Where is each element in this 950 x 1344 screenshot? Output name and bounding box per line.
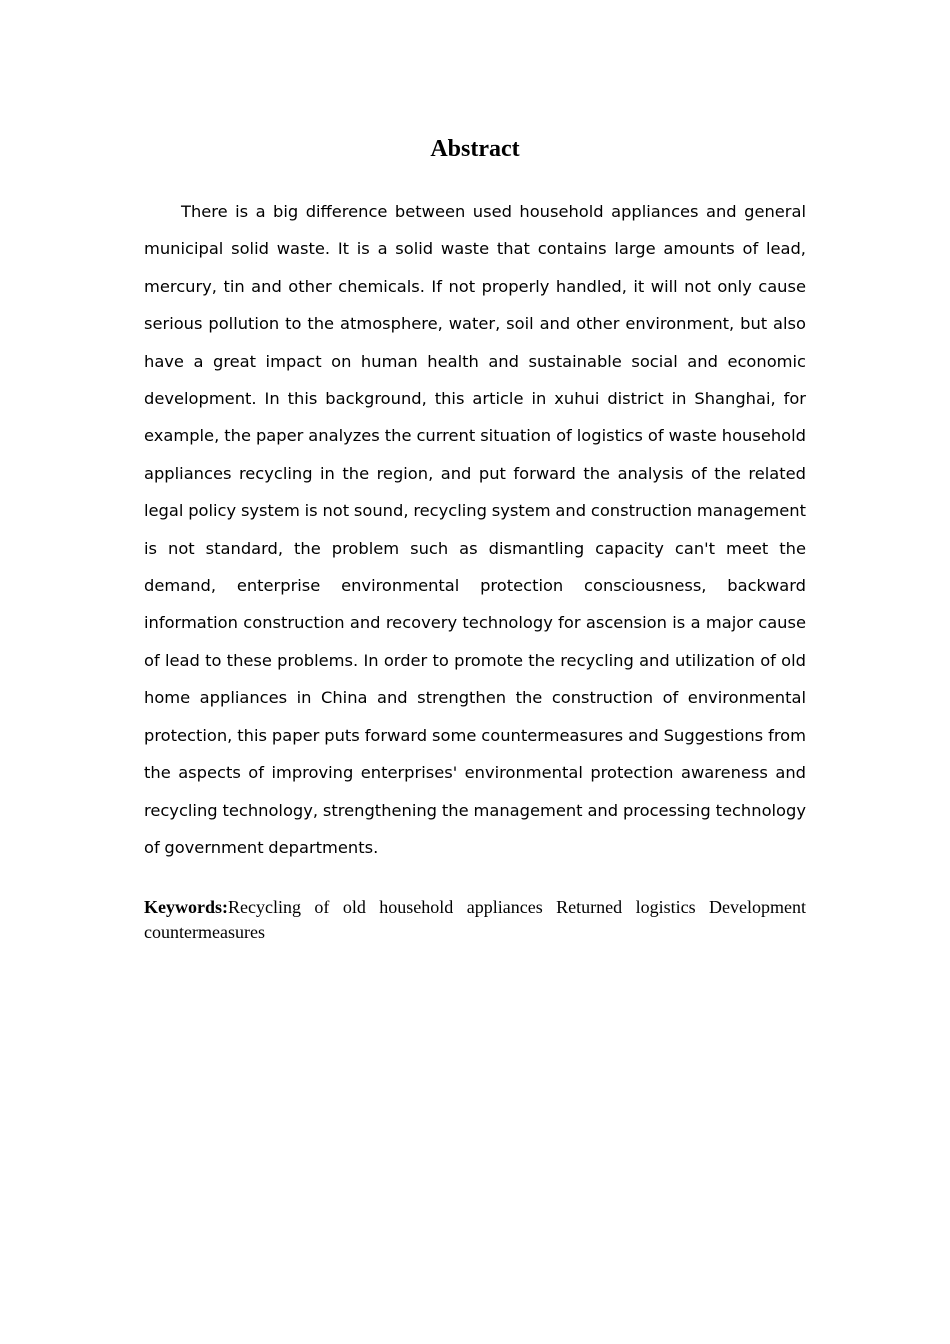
keywords-text: Recycling of old household appliances Returned logistics Development countermeasures [144,897,806,942]
keywords-label: Keywords: [144,897,228,917]
abstract-title: Abstract [430,136,520,162]
keywords-paragraph [144,895,806,945]
abstract-body: There is a big difference between used household appliances and general municipal solid waste. It is a solid waste that contains large amounts of lead, mercury, tin and other chemicals. If not properly handled, it will not only cause serious pollution to the atmosphere, water, soil and other environment, but also have a great impact on human health and sustainable social and economic development. In this background, this article in xuhui district in Shanghai, for example, the paper analyzes the current situation of logistics of waste household appliances recycling in the region, and put forward the analysis of the related legal policy system is not sound, recycling system and construction management is not standard, the problem such as dismantling capacity can't meet the demand, enterprise environmental protection consciousness, backward information construction and recovery technology for ascension is a major cause of lead to these problems. In order to promote the recycling and utilization of old home appliances in China and strengthen the construction of environmental protection, this paper puts forward some countermeasures and Suggestions from the aspects of improving enterprises' environmental protection awareness and recycling technology, strengthening the management and processing technology of government departments. [144,202,806,857]
